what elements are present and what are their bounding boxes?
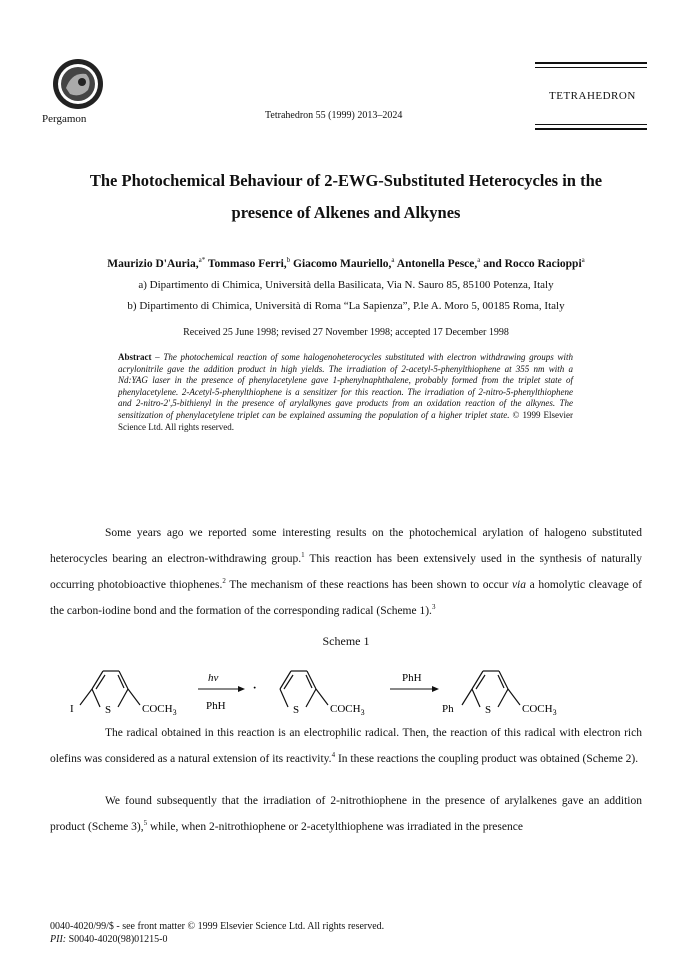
author-affiliation-mark: a bbox=[581, 256, 585, 264]
body-text: In these reactions the coupling product was obtained (Scheme 2). bbox=[335, 752, 639, 765]
citation: 1 bbox=[301, 551, 305, 559]
author-affiliation-mark: b bbox=[286, 256, 291, 264]
body-paragraph-2 bbox=[50, 722, 642, 770]
body-paragraph-3 bbox=[50, 790, 642, 838]
author: and Rocco Racioppi bbox=[483, 257, 582, 270]
paper-title-line-2: presence of Alkenes and Alkynes bbox=[231, 203, 461, 222]
arrow-condition-hv: hν bbox=[208, 672, 219, 684]
reaction-arrowhead-1 bbox=[238, 686, 245, 692]
body-text: The mechanism of these reactions has been shown to occur bbox=[225, 578, 512, 591]
acetyl-group: $COCH_3$ bbox=[522, 703, 557, 715]
arrow-condition-solvent: PhH bbox=[206, 700, 226, 712]
body-text: We found subsequently that the irradiation of 2-nitrothiophene in the presence of arylalkenes gave an addition product (Scheme 3), bbox=[50, 795, 642, 833]
scheme-1-diagram bbox=[60, 655, 632, 715]
author: Maurizio D'Auria, bbox=[107, 257, 199, 270]
body-text: while, when 2-nitrothiophene or 2-acetylthiophene was irradiated in the presence bbox=[147, 820, 523, 833]
header-rule-bottom-thin bbox=[535, 124, 647, 125]
body-text: Some years ago we reported some interesting results on the photochemical arylation of halogeno substituted heterocycles bearing an electron-withdrawing group. bbox=[50, 527, 642, 565]
author: Antonella Pesce, bbox=[396, 257, 478, 270]
author-affiliation-mark: a bbox=[391, 256, 395, 264]
abstract-label: Abstract bbox=[118, 352, 152, 362]
body-text: This reaction has been extensively used in the synthesis of naturally occurring photobioactive thiophenes. bbox=[50, 552, 642, 591]
paper-title-line-1: The Photochemical Behaviour of 2-EWG-Substituted Heterocycles in the bbox=[89, 171, 603, 190]
copyright-line: 0040-4020/99/$ - see front matter © 1999 Elsevier Science Ltd. All rights reserved. bbox=[50, 921, 385, 932]
citation: 4 bbox=[331, 751, 336, 759]
acetyl-group: $COCH_3$ bbox=[142, 703, 177, 715]
sulfur-atom: S bbox=[485, 704, 492, 715]
abstract bbox=[118, 352, 573, 433]
acetyl-group: $COCH_3$ bbox=[330, 703, 365, 715]
iodine-atom: I bbox=[70, 703, 74, 715]
phenyl-group: Ph bbox=[442, 703, 454, 715]
molecule-iodothiophene bbox=[80, 671, 140, 707]
body-paragraph-1 bbox=[50, 522, 642, 621]
molecule-thienyl-radical bbox=[280, 671, 328, 707]
body-text: a homolytic cleavage of the carbon-iodine bond and the formation of the corresponding radical (Scheme 1). bbox=[50, 578, 642, 617]
header-rule-bottom bbox=[535, 128, 647, 130]
citation: 5 bbox=[143, 819, 148, 827]
body-text: The radical obtained in this reaction is an electrophilic radical. Then, the reaction of this radical with electron rich olefins was considered as a natural extension of its reactivity. bbox=[50, 727, 642, 765]
affiliation-a: a) Dipartimento di Chimica, Università della Basilicata, Via N. Sauro 85, 85100 Potenza, Italy bbox=[138, 279, 554, 291]
pii-line bbox=[50, 933, 384, 946]
arrow-condition-phh: PhH bbox=[402, 672, 422, 684]
body-text-italic: via bbox=[511, 578, 526, 591]
journal-reference: Tetrahedron 55 (1999) 2013–2024 bbox=[265, 110, 403, 121]
molecule-phenylthiophene bbox=[462, 671, 520, 707]
pergamon-logo bbox=[52, 58, 104, 110]
received-dates: Received 25 June 1998; revised 27 November 1998; accepted 17 December 1998 bbox=[183, 327, 509, 338]
reaction-arrowhead-2 bbox=[432, 686, 439, 692]
abstract-copyright: © 1999 Elsevier Science Ltd. All rights reserved. bbox=[118, 409, 573, 432]
affiliation-b: b) Dipartimento di Chimica, Università di Roma “La Sapienza”, P.le A. Moro 5, 00185 Roma, Italy bbox=[127, 300, 565, 312]
citation: 3 bbox=[431, 602, 436, 611]
paper-title bbox=[60, 165, 632, 229]
header-rule-top-thin bbox=[535, 67, 647, 68]
author-affiliation-mark: a bbox=[477, 256, 481, 264]
page-footer bbox=[50, 920, 384, 946]
author-affiliation-mark: a* bbox=[198, 256, 206, 264]
citation: 2 bbox=[222, 576, 226, 585]
sulfur-atom: S bbox=[293, 704, 300, 715]
header-rule-top bbox=[535, 62, 647, 64]
abstract-text: – The photochemical reaction of some halogenoheterocycles substituted with electron withdrawing groups with acrylonitrile gave the addition product in high yields. The irradiation of 2-acetyl-5-phenylthiophene at 355 nm with a Nd:YAG laser in the presence of phenylacetylene gave 1-phenylnaphthalene, probably formed from the triplet state of phenylacetylene. 2-Acetyl-5-phenylthiophene is a sensitizer for this reaction. The irradiation of 2-nitro-5-phenylthiophene and 2-nitro-2′,5-bithienyl in the presence of arylalkynes gave products from an oxidation reaction of the alkynes. The sensitization of phenylacetylene triplet can be explained assuming the population of a higher triplet state. bbox=[118, 352, 573, 420]
author: Tommaso Ferri, bbox=[207, 257, 287, 270]
pii-label: PII: bbox=[50, 934, 67, 945]
radical-dot: · bbox=[252, 680, 258, 697]
scheme-label: Scheme 1 bbox=[322, 634, 370, 648]
publisher-name: Pergamon bbox=[42, 113, 87, 125]
author-list bbox=[40, 256, 652, 270]
journal-name: TETRAHEDRON bbox=[549, 90, 636, 102]
author: Giacomo Mauriello, bbox=[293, 257, 392, 270]
sulfur-atom: S bbox=[105, 704, 112, 715]
pii-value: S0040-4020(98)01215-0 bbox=[66, 934, 168, 945]
